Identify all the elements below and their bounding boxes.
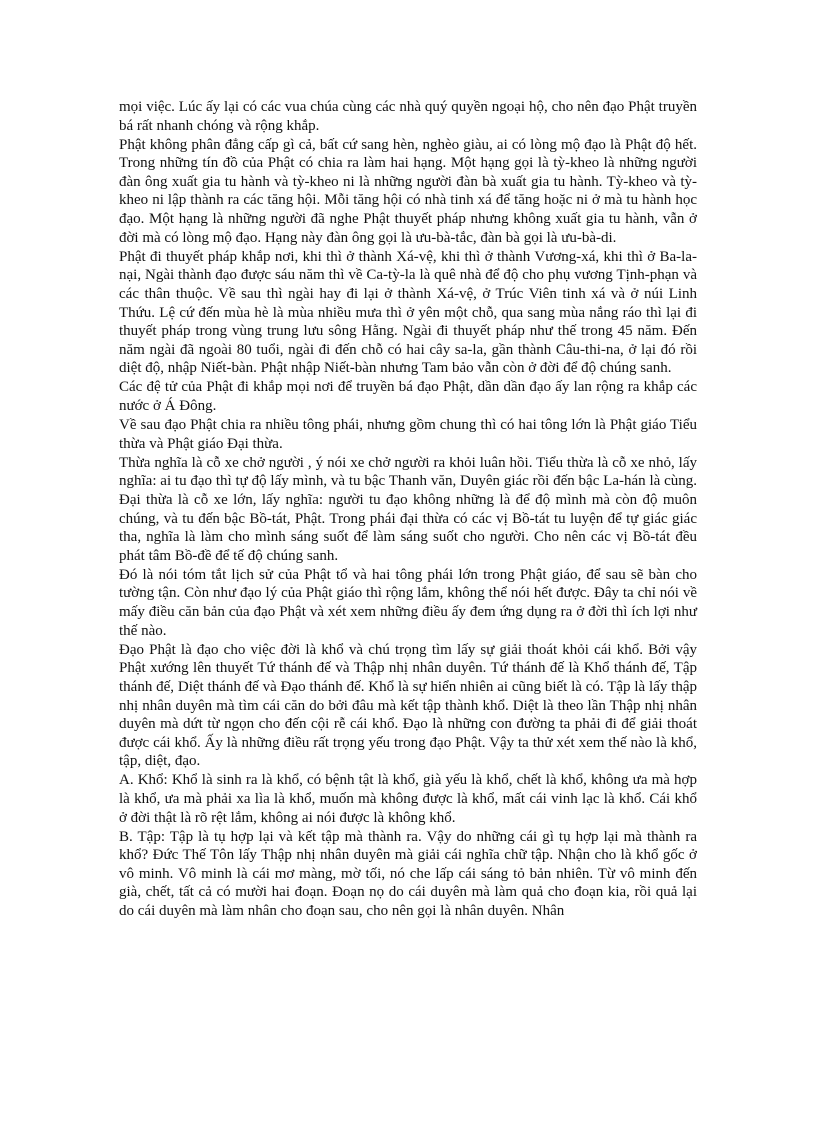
- paragraph-8: Đạo Phật là đạo cho việc đời là khổ và chú trọng tìm lấy sự giải thoát khỏi cái khổ. Bởi vậy Phật xướng lên thuyết Tứ thánh đế và Thập nhị nhân duyên. Tứ thánh đế là Khổ thánh đế, Tập thánh đế, Diệt thánh đế và Đạo thánh đế. Khổ là sự hiển nhiên ai cũng biết là có. Tập là lấy thập nhị nhân duyên mà tìm cái căn do bởi đâu mà kết tập thành khổ. Diệt là theo lần Thập nhị nhân duyên mà dứt từ ngọn cho đến cội rễ cái khổ. Đạo là những con đường ta phải đi để giải thoát được cái khổ. Ấy là những điều rất trọng yếu trong đạo Phật. Vậy ta thử xét xem thế nào là khổ, tập, diệt, đạo.: [119, 641, 697, 770]
- paragraph-4: Các đệ tử của Phật đi khắp mọi nơi để truyền bá đạo Phật, dần dần đạo ấy lan rộng ra khắp các nước ở Á Đông.: [119, 379, 697, 414]
- paragraph-7: Đó là nói tóm tắt lịch sử của Phật tổ và hai tông phái lớn trong Phật giáo, để sau sẽ bàn cho tường tận. Còn như đạo lý của Phật giáo thì rộng lắm, không thể nói hết được. Đây ta chỉ nói về mấy điều căn bản của đạo Phật và xét xem những điều ấy đem ứng dụng ra ở đời thì ích lợi như thế nào.: [119, 566, 697, 639]
- paragraph-1: mọi việc. Lúc ấy lại có các vua chúa cùng các nhà quý quyền ngoại hộ, cho nên đạo Phật truyền bá rất nhanh chóng và rộng khắp.: [119, 99, 697, 134]
- paragraph-6: Thừa nghĩa là cỗ xe chở người , ý nói xe chở người ra khỏi luân hồi. Tiểu thừa là cỗ xe nhỏ, lấy nghĩa: ai tu đạo thì tự độ lấy mình, và tu bậc Thanh văn, Duyên giác rồi đến bậc La-hán là cùng. Đại thừa là cỗ xe lớn, lấy nghĩa: người tu đạo không những là để độ mình mà còn độ muôn chúng, và tu đến bậc Bồ-tát, Phật. Trong phái đại thừa có các vị Bồ-tát tu luyện để tự giác giác tha, nghĩa là làm cho mình sáng suốt để làm sáng suốt cho người. Cho nên các vị Bồ-tát đều phát tâm Bồ-đề để tế độ chúng sanh.: [119, 454, 697, 564]
- paragraph-2: Phật không phân đẳng cấp gì cả, bất cứ sang hèn, nghèo giàu, ai có lòng mộ đạo là Phật độ hết. Trong những tín đồ của Phật có chia ra làm hai hạng. Một hạng gọi là tỳ-kheo là những người đàn ông xuất gia tu hành và tỳ-kheo ni là những người đàn bà xuất gia tu hành. Tỳ-kheo và tỳ-kheo ni lập thành ra các tăng hội. Mỗi tăng hội có nhà tinh xá để tăng hoặc ni ở mà tu hành học đạo. Một hạng là những người đã nghe Phật thuyết pháp nhưng không xuất gia tu hành, vẫn ở đời mà có lòng mộ đạo. Hạng này đàn ông gọi là ưu-bà-tắc, đàn bà gọi là ưu-bà-di.: [119, 136, 697, 246]
- paragraph-10: B. Tập: Tập là tụ hợp lại và kết tập mà thành ra. Vậy do những cái gì tụ hợp lại mà thành ra khổ? Đức Thế Tôn lấy Thập nhị nhân duyên mà giải cái nghĩa chữ tập. Nhận cho là khổ gốc ở vô minh. Vô minh là cái mơ màng, mờ tối, nó che lấp cái sáng tỏ bản nhiên. Từ vô minh đến già, chết, tất cả có mười hai đoạn. Đoạn nọ do cái duyên mà làm quả cho đoạn kia, rồi quả lại do cái duyên mà làm nhân cho đoạn sau, cho nên gọi là nhân duyên. Nhân: [119, 828, 697, 920]
- paragraph-3: Phật đi thuyết pháp khắp nơi, khi thì ở thành Xá-vệ, khi thì ở thành Vương-xá, khi thì ở Ba-la-nại, Ngài thành đạo được sáu năm thì về Ca-tỳ-la là quê nhà để độ cho phụ vương Tịnh-phạn và các thân thuộc. Về sau thì ngài hay đi lại ở thành Xá-vệ, ở Trúc Viên tinh xá và ở núi Linh Thứu. Lệ cứ đến mùa hè là mùa nhiều mưa thì ở yên một chỗ, qua sang mùa nắng ráo thì lại đi thuyết pháp trong vùng trung lưu sông Hằng. Ngài đi thuyết pháp như thế trong 45 năm. Đến năm ngài đã ngoài 80 tuổi, ngài đi đến chỗ có hai cây sa-la, gần thành Câu-thi-na, ở lại đó rồi diệt độ, nhập Niết-bàn. Phật nhập Niết-bàn nhưng Tam bảo vẫn còn ở đời để độ chúng sanh.: [119, 248, 697, 377]
- document-page: [119, 98, 697, 921]
- paragraph-9: A. Khổ: Khổ là sinh ra là khổ, có bệnh tật là khổ, già yếu là khổ, chết là khổ, không ưa mà hợp là khổ, ưa mà phải xa lìa là khổ, muốn mà không được là khổ, mất cái vinh lạc là khổ. Cái khổ ở đời thật là rõ rệt lắm, không ai nói được là không khổ.: [119, 772, 697, 826]
- paragraph-5: Về sau đạo Phật chia ra nhiều tông phái, nhưng gồm chung thì có hai tông lớn là Phật giáo Tiểu thừa và Phật giáo Đại thừa.: [119, 417, 697, 452]
